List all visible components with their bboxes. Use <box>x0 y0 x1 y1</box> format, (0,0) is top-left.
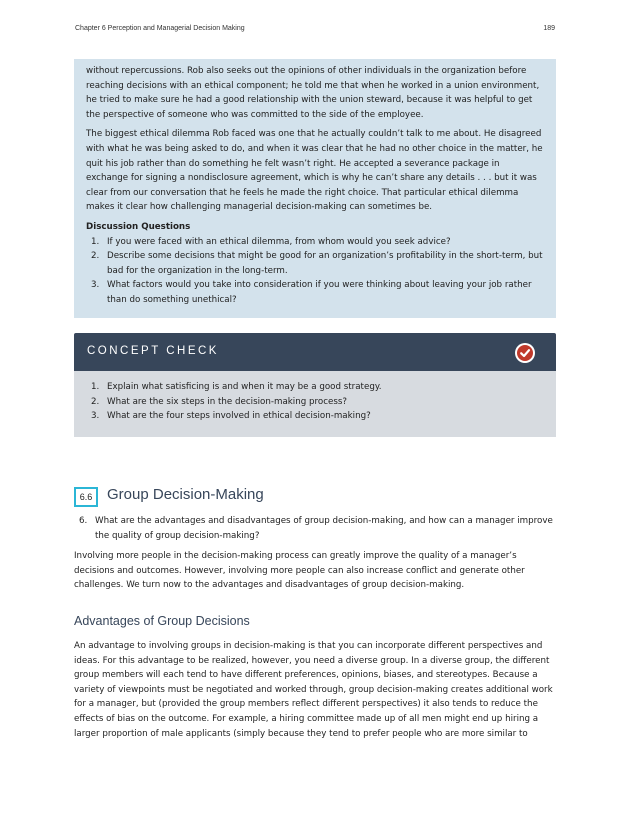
question-text: What factors would you take into consideration if you were thinking about leaving your job rather than do something unethical? <box>107 280 532 305</box>
case-feature-box <box>74 59 556 318</box>
discussion-questions-heading: Discussion Questions <box>86 221 191 232</box>
discussion-question <box>86 235 544 250</box>
learning-objective <box>74 514 556 543</box>
intro-paragraph: Involving more people in the decision-making process can greatly improve the quality of a manager’s decisions and outcomes. However, involving more people can also increase conflict and generate other challenges. We turn now to the advantages and disadvantages of group decision-making. <box>74 551 525 591</box>
page-number: 189 <box>543 25 555 32</box>
concept-check-item <box>86 409 544 424</box>
concept-check-item <box>86 395 544 410</box>
item-text: What are the six steps in the decision-making process? <box>107 396 347 407</box>
question-text: Describe some decisions that might be good for an organization’s profitability in the short-term, but bad for the organization in the long-term. <box>107 251 543 276</box>
case-paragraph: without repercussions. Rob also seeks out the opinions of other individuals in the organization before reaching decisions with an ethical component; he told me that when he worked in a union environment, he tried to make sure he had a good relationship with the union steward, because it was helpful to get the perspective of someone who was committed to the side of the employee. <box>86 66 540 120</box>
case-paragraph: The biggest ethical dilemma Rob faced was one that he actually couldn’t talk to me about. He disagreed with what he was being asked to do, and when it was clear that he had no other choice in the matter, he quit his job rather than do something he felt wasn’t right. He accepted a severance package in exchange for signing a nondisclosure agreement, which is why he can’t share any details . . . but it was clear from our conversation that he feels he made the right choice. That particular ethical dilemma makes it clear how challenging managerial decision-making can sometimes be. <box>86 129 543 213</box>
item-number: 2. <box>91 396 100 407</box>
item-text: Explain what satisficing is and when it may be a good strategy. <box>107 382 382 392</box>
discussion-questions-list <box>86 235 544 308</box>
question-text: If you were faced with an ethical dilemma, from whom would you seek advice? <box>107 236 451 247</box>
discussion-question <box>86 249 544 278</box>
question-number: 3. <box>91 280 100 291</box>
check-icon <box>515 343 535 363</box>
body-paragraph: An advantage to involving groups in decision-making is that you can incorporate different perspectives and ideas. For this advantage to be realized, however, you need a diverse group. In a diverse group, the different group members will each tend to have different preferences, opinions, biases, and stereotypes. Because a variety of viewpoints must be negotiated and worked through, group decision-making creates additional work for a manager, but (provided the group members reflect different perspectives) it also tends to reduce the effects of bias on the outcome. For example, a hiring committee made up of all men might end up hiring a larger proportion of male applicants (simply because they tend to prefer people who are more similar to <box>74 641 553 739</box>
question-number: 2. <box>91 251 100 262</box>
running-head <box>75 25 555 37</box>
item-text: What are the four steps involved in ethical decision-making? <box>107 411 371 422</box>
objective-text: What are the advantages and disadvantages of group decision-making, and how can a manager improve the quality of group decision-making? <box>95 516 553 541</box>
concept-check-list <box>86 380 544 424</box>
section-title: Group Decision-Making <box>107 486 264 503</box>
item-number: 1. <box>91 382 100 392</box>
objective-number: 6. <box>79 516 88 526</box>
concept-check-item <box>86 380 544 395</box>
question-number: 1. <box>91 236 100 247</box>
chapter-title: Chapter 6 Perception and Managerial Decision Making <box>75 25 245 32</box>
concept-check-header <box>74 333 556 371</box>
discussion-question <box>86 278 544 307</box>
item-number: 3. <box>91 411 100 422</box>
section-number-badge: 6.6 <box>74 487 98 507</box>
concept-check-title: CONCEPT CHECK <box>87 345 219 357</box>
subheading: Advantages of Group Decisions <box>74 614 250 628</box>
concept-check-body <box>74 371 556 437</box>
